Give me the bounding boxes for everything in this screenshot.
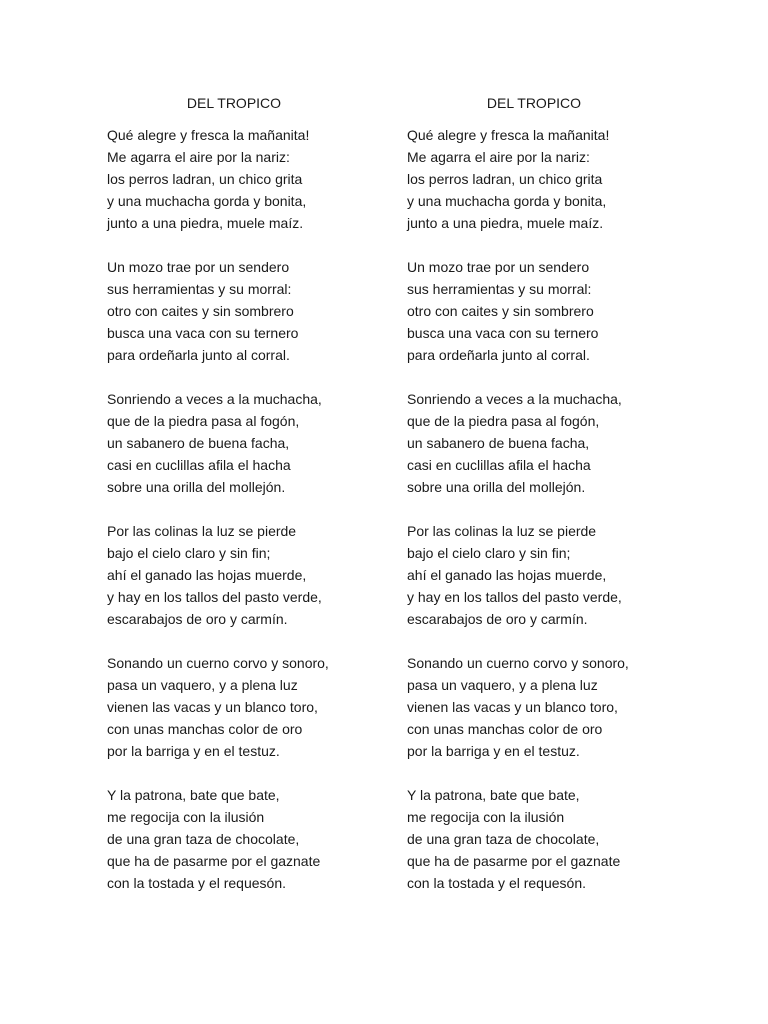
- stanza: [407, 124, 707, 234]
- verse-line: escarabajos de oro y carmín.: [107, 611, 288, 627]
- verse-line: Qué alegre y fresca la mañanita!: [407, 127, 610, 143]
- stanza: [107, 520, 407, 630]
- verse-line: Sonriendo a veces a la muchacha,: [107, 391, 322, 407]
- verse-line: vienen las vacas y un blanco toro,: [107, 699, 318, 715]
- verse-line: ahí el ganado las hojas muerde,: [407, 567, 607, 583]
- verse-line: de una gran taza de chocolate,: [107, 831, 300, 847]
- verse-line: sobre una orilla del mollejón.: [407, 479, 586, 495]
- verse-line: con la tostada y el requesón.: [407, 875, 587, 891]
- verse-line: Qué alegre y fresca la mañanita!: [107, 127, 310, 143]
- verse-line: junto a una piedra, muele maíz.: [407, 215, 604, 231]
- verse-line: sobre una orilla del mollejón.: [107, 479, 286, 495]
- verse-line: por la barriga y en el testuz.: [407, 743, 580, 759]
- verse-line: Y la patrona, bate que bate,: [107, 787, 280, 803]
- verse-line: Y la patrona, bate que bate,: [407, 787, 580, 803]
- poem-title: DEL TROPICO: [486, 95, 582, 111]
- verse-line: un sabanero de buena facha,: [107, 435, 290, 451]
- verse-line: para ordeñarla junto al corral.: [107, 347, 290, 363]
- verse-line: y hay en los tallos del pasto verde,: [407, 589, 622, 605]
- stanza: [407, 388, 707, 498]
- stanza: [407, 652, 707, 762]
- verse-line: Un mozo trae por un sendero: [407, 259, 590, 275]
- verse-line: con unas manchas color de oro: [107, 721, 303, 737]
- verse-line: Me agarra el aire por la nariz:: [107, 149, 290, 165]
- verse-line: por la barriga y en el testuz.: [107, 743, 280, 759]
- verse-line: junto a una piedra, muele maíz.: [107, 215, 304, 231]
- verse-line: bajo el cielo claro y sin fin;: [107, 545, 271, 561]
- verse-line: y una muchacha gorda y bonita,: [107, 193, 307, 209]
- poem-column-left: [107, 92, 407, 916]
- verse-line: con unas manchas color de oro: [407, 721, 603, 737]
- verse-line: pasa un vaquero, y a plena luz: [107, 677, 298, 693]
- verse-line: los perros ladran, un chico grita: [107, 171, 303, 187]
- verse-line: que ha de pasarme por el gaznate: [407, 853, 621, 869]
- verse-line: me regocija con la ilusión: [407, 809, 565, 825]
- stanza: [407, 784, 707, 894]
- verse-line: casi en cuclillas afila el hacha: [107, 457, 291, 473]
- verse-line: casi en cuclillas afila el hacha: [407, 457, 591, 473]
- verse-line: y una muchacha gorda y bonita,: [407, 193, 607, 209]
- verse-line: busca una vaca con su ternero: [407, 325, 599, 341]
- verse-line: bajo el cielo claro y sin fin;: [407, 545, 571, 561]
- stanza: [407, 520, 707, 630]
- verse-line: busca una vaca con su ternero: [107, 325, 299, 341]
- verse-line: ahí el ganado las hojas muerde,: [107, 567, 307, 583]
- verse-line: otro con caites y sin sombrero: [107, 303, 294, 319]
- verse-line: Sonando un cuerno corvo y sonoro,: [107, 655, 329, 671]
- verse-line: escarabajos de oro y carmín.: [407, 611, 588, 627]
- verse-line: un sabanero de buena facha,: [407, 435, 590, 451]
- stanza: [107, 652, 407, 762]
- verse-line: sus herramientas y su morral:: [107, 281, 292, 297]
- verse-line: Un mozo trae por un sendero: [107, 259, 290, 275]
- stanza: [107, 784, 407, 894]
- verse-line: de una gran taza de chocolate,: [407, 831, 600, 847]
- verse-line: los perros ladran, un chico grita: [407, 171, 603, 187]
- verse-line: pasa un vaquero, y a plena luz: [407, 677, 598, 693]
- verse-line: otro con caites y sin sombrero: [407, 303, 594, 319]
- verse-line: y hay en los tallos del pasto verde,: [107, 589, 322, 605]
- verse-line: con la tostada y el requesón.: [107, 875, 287, 891]
- stanza: [407, 256, 707, 366]
- verse-line: Sonando un cuerno corvo y sonoro,: [407, 655, 629, 671]
- verse-line: vienen las vacas y un blanco toro,: [407, 699, 618, 715]
- verse-line: Por las colinas la luz se pierde: [107, 523, 297, 539]
- poem-title: DEL TROPICO: [186, 95, 282, 111]
- stanza: [107, 256, 407, 366]
- verse-line: que de la piedra pasa al fogón,: [407, 413, 600, 429]
- stanza: [107, 388, 407, 498]
- verse-line: sus herramientas y su morral:: [407, 281, 592, 297]
- stanza: [107, 124, 407, 234]
- verse-line: Sonriendo a veces a la muchacha,: [407, 391, 622, 407]
- verse-line: Por las colinas la luz se pierde: [407, 523, 597, 539]
- verse-line: Me agarra el aire por la nariz:: [407, 149, 590, 165]
- verse-line: que de la piedra pasa al fogón,: [107, 413, 300, 429]
- verse-line: para ordeñarla junto al corral.: [407, 347, 590, 363]
- verse-line: me regocija con la ilusión: [107, 809, 265, 825]
- poem-column-right: [407, 92, 707, 916]
- verse-line: que ha de pasarme por el gaznate: [107, 853, 321, 869]
